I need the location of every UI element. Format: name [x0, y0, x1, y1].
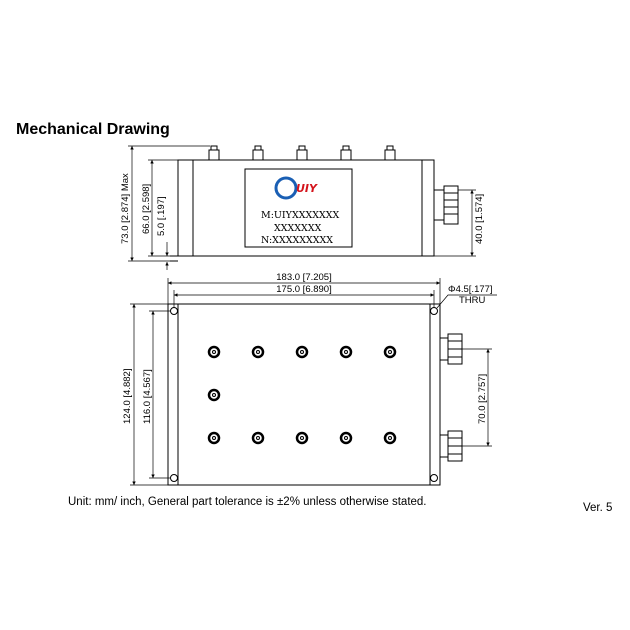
serial-label: N:XXXXXXXXX: [261, 235, 334, 246]
top-connectors: [209, 146, 395, 160]
page-title: Mechanical Drawing: [16, 121, 170, 138]
mounting-hole: [171, 308, 178, 315]
dim-hole-dia: Φ4.5[.177]: [448, 284, 493, 295]
dim-hole-thru: THRU: [459, 295, 486, 306]
dim-side-max: 73.0 [2.874] Max: [120, 173, 131, 244]
side-connector: [434, 186, 458, 224]
dim-side-base: 5.0 [.197]: [156, 196, 167, 236]
dim-overall-height: 124.0 [4.882]: [122, 368, 133, 424]
right-connectors: [440, 334, 462, 461]
code-label: XXXXXXX: [274, 223, 322, 234]
mounting-hole: [431, 308, 438, 315]
model-label: M:UIYXXXXXXX: [261, 210, 340, 221]
dim-port-spacing: 70.0 [2.757]: [477, 373, 488, 424]
top-ports: [209, 347, 395, 443]
top-view: [168, 304, 462, 485]
top-dimension-lines: [130, 278, 497, 485]
mounting-hole: [171, 475, 178, 482]
brand-logo: [276, 178, 318, 198]
svg-text:UIY: UIY: [296, 182, 317, 195]
mounting-hole: [431, 475, 438, 482]
version-label: Ver. 5: [583, 502, 613, 514]
dim-connector-height: 40.0 [1.574]: [474, 193, 485, 244]
dim-overall-width: 183.0 [7.205]: [276, 272, 332, 283]
dim-hole-spacing-height: 116.0 [4.567]: [142, 369, 153, 424]
dim-hole-spacing-width: 175.0 [6.890]: [276, 284, 332, 295]
dim-side-body: 66.0 [2.598]: [141, 183, 152, 234]
footer-note: Unit: mm/ inch, General part tolerance is ±2% unless otherwise stated.: [68, 496, 427, 508]
side-dimension-lines: [128, 146, 476, 270]
